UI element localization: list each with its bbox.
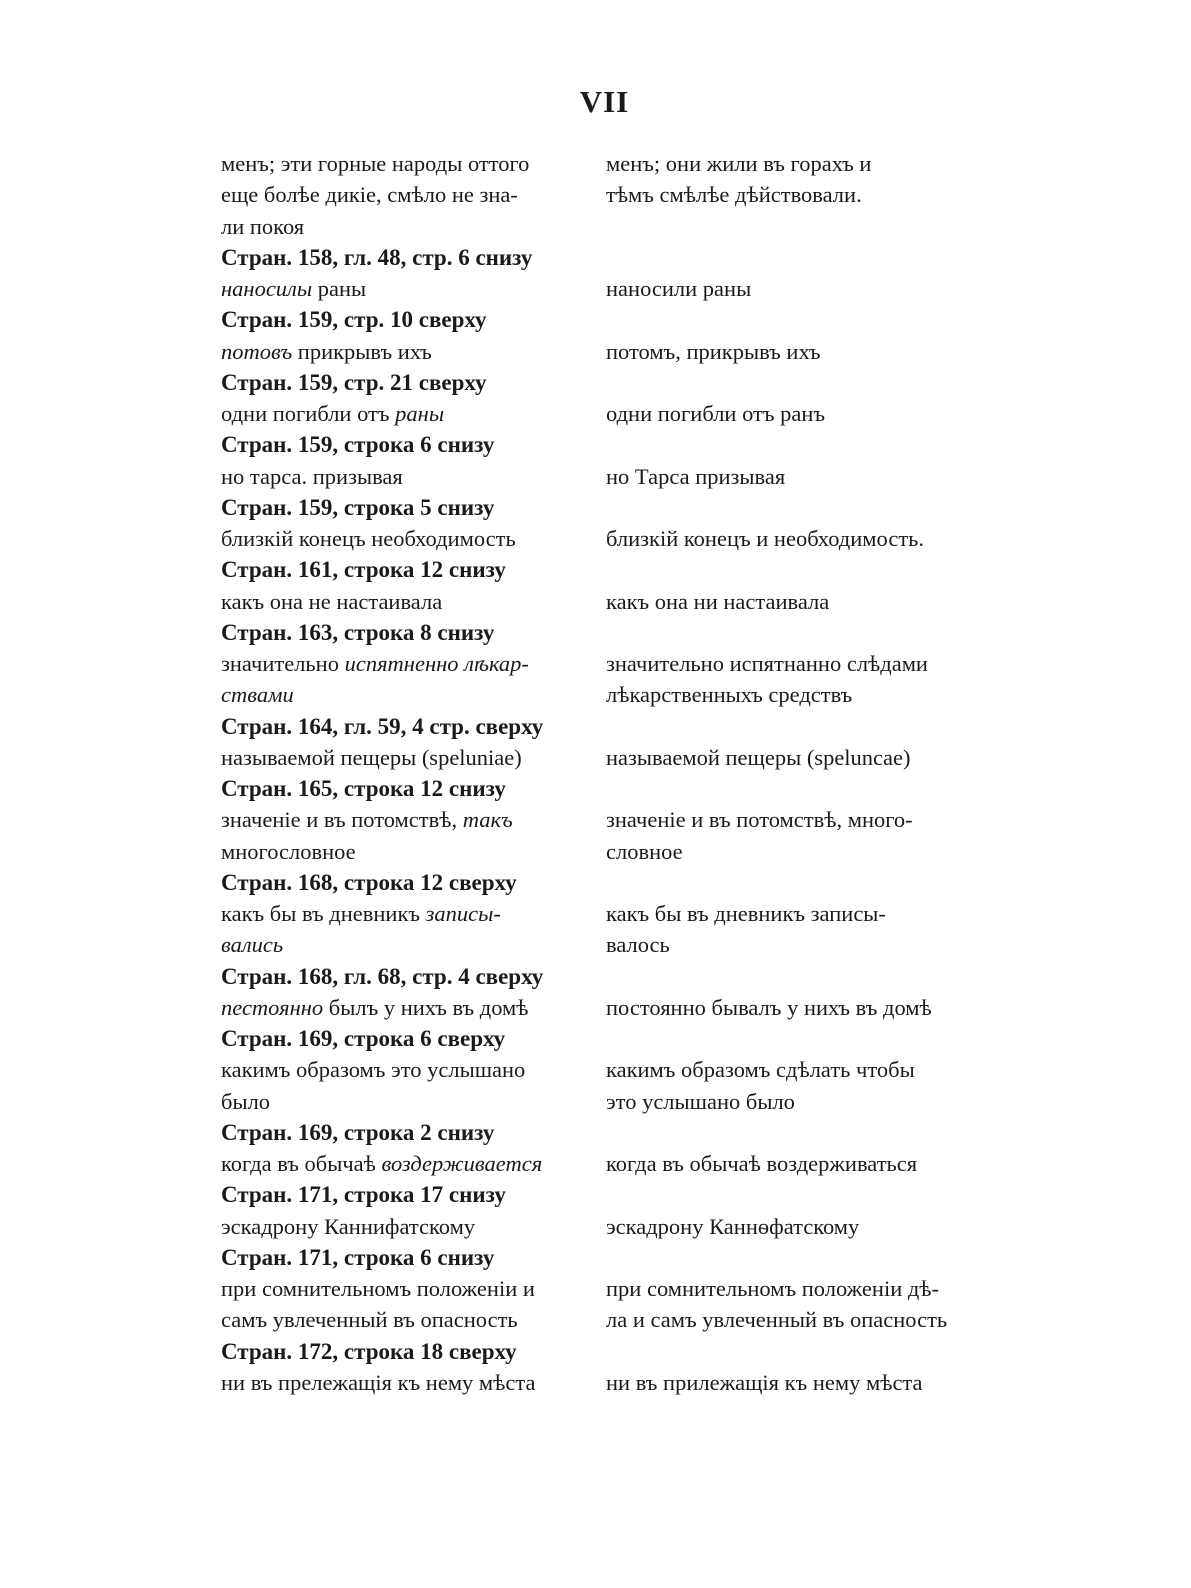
misprinted-text [221, 679, 593, 710]
errata-line [221, 679, 971, 710]
errata-location-line [221, 1117, 971, 1148]
location-reference [221, 1179, 593, 1210]
text-segment: какимъ образомъ это услышано [221, 1057, 526, 1083]
italic-text-segment: воздерживается [381, 1151, 543, 1176]
italic-text-segment: вались [221, 932, 284, 958]
errata-location-line [221, 492, 971, 523]
misprinted-text [221, 586, 593, 617]
misprinted-text [221, 148, 593, 179]
text-segment: близкій конецъ необходимость [221, 526, 516, 551]
text-segment: постоянно бывалъ у нихъ въ домѣ [606, 994, 932, 1020]
corrected-text [606, 1211, 976, 1242]
corrected-text [606, 336, 976, 367]
corrected-text [606, 1304, 976, 1335]
corrected-text [606, 648, 976, 679]
location-reference [221, 367, 593, 398]
location-reference [221, 554, 593, 585]
text-segment: какъ бы въ дневникъ [221, 901, 426, 926]
misprinted-text [221, 211, 593, 242]
page-number: VII [579, 84, 630, 119]
misprinted-text [221, 836, 593, 867]
corrected-text [606, 836, 976, 867]
text-segment: Стран. 161, строка 12 снизу [221, 557, 506, 583]
location-reference [221, 867, 593, 898]
location-reference [221, 242, 593, 273]
errata-line [221, 586, 971, 617]
text-segment: когда въ обычаѣ воздерживаться [606, 1151, 918, 1176]
location-reference [221, 961, 593, 992]
text-segment: валось [606, 932, 670, 958]
errata-line [221, 273, 971, 304]
text-segment: Стран. 169, строка 2 снизу [221, 1119, 495, 1145]
text-segment: но Тарса призывая [606, 463, 786, 489]
location-reference [221, 429, 593, 460]
errata-line [221, 1211, 971, 1242]
errata-line [221, 992, 971, 1023]
misprinted-text [221, 461, 593, 492]
errata-list [221, 148, 971, 1398]
errata-location-line [221, 1242, 971, 1273]
text-segment: при сомнительномъ положеніи дѣ- [606, 1276, 940, 1301]
corrected-text [606, 992, 976, 1023]
corrected-text [606, 1367, 976, 1398]
corrected-text [606, 273, 976, 304]
misprinted-text [221, 398, 593, 429]
misprinted-text [221, 1211, 593, 1242]
errata-location-line [221, 867, 971, 898]
text-segment: это услышано было [606, 1088, 795, 1114]
corrected-text [606, 929, 976, 960]
text-segment: близкій конецъ и необходимость. [606, 526, 925, 551]
location-reference [221, 1023, 593, 1054]
text-segment: тѣмъ смѣлѣе дѣйствовали. [606, 182, 862, 208]
errata-location-line [221, 304, 971, 335]
text-segment: значительно испятнанно слѣдами [606, 651, 928, 676]
errata-line [221, 148, 971, 179]
text-segment: Стран. 159, стр. 21 сверху [221, 369, 487, 395]
text-segment: какимъ образомъ сдѣлать чтобы [606, 1057, 915, 1083]
location-reference [221, 773, 593, 804]
misprinted-text [221, 1148, 593, 1179]
text-segment: но тарса. призывая [221, 463, 403, 489]
location-reference [221, 1336, 593, 1367]
errata-line [221, 836, 971, 867]
errata-line [221, 1086, 971, 1117]
corrected-text [606, 898, 976, 929]
errata-location-line [221, 429, 971, 460]
text-segment: значительно [221, 651, 345, 676]
text-segment: ли покоя [221, 213, 305, 239]
errata-location-line [221, 1179, 971, 1210]
text-segment: лѣкарственныхъ средствъ [606, 682, 853, 708]
errata-line [221, 1304, 971, 1335]
errata-location-line [221, 367, 971, 398]
text-segment: какъ она ни настаивала [606, 588, 830, 614]
text-segment: еще болѣе дикіе, смѣло не зна- [221, 182, 518, 208]
text-segment: значеніе и въ потомствѣ, [221, 807, 463, 833]
text-segment: Стран. 159, строка 6 снизу [221, 432, 495, 458]
text-segment: называемой пещеры (speluncae) [606, 744, 911, 770]
corrected-text [606, 1148, 976, 1179]
italic-text-segment: пестоянно [221, 994, 324, 1020]
italic-text-segment: записы- [425, 901, 501, 926]
text-segment: Стран. 168, гл. 68, стр. 4 сверху [221, 963, 544, 989]
italic-text-segment: раны [395, 401, 445, 426]
text-segment: Стран. 163, строка 8 снизу [221, 619, 495, 645]
text-segment: одни погибли отъ ранъ [606, 401, 826, 426]
corrected-text [606, 1054, 976, 1085]
errata-line [221, 1273, 971, 1304]
location-reference [221, 617, 593, 648]
location-reference [221, 492, 593, 523]
corrected-text [606, 148, 976, 179]
text-segment: значеніе и въ потомствѣ, много- [606, 807, 913, 833]
corrected-text [606, 179, 976, 210]
text-segment: при сомнительномъ положеніи и [221, 1276, 535, 1301]
text-segment: эскадрону Каннѳфатскому [606, 1213, 860, 1239]
misprinted-text [221, 804, 593, 835]
text-segment: Стран. 171, строка 17 снизу [221, 1182, 506, 1208]
errata-location-line [221, 1023, 971, 1054]
errata-line [221, 179, 971, 210]
location-reference [221, 1242, 593, 1273]
location-reference [221, 1117, 593, 1148]
errata-location-line [221, 242, 971, 273]
errata-line [221, 211, 971, 242]
text-segment: какъ она не настаивала [221, 588, 443, 614]
text-segment: Стран. 169, строка 6 сверху [221, 1026, 506, 1051]
corrected-text [606, 804, 976, 835]
italic-text-segment: ствами [221, 682, 294, 708]
misprinted-text [221, 742, 593, 773]
text-segment: потомъ, прикрывъ ихъ [606, 338, 821, 364]
corrected-text [606, 1273, 976, 1304]
text-segment: ла и самъ увлеченный въ опасность [606, 1307, 948, 1333]
text-segment: одни погибли отъ [221, 401, 396, 426]
corrected-text [606, 523, 976, 554]
text-segment: раны [312, 276, 367, 301]
corrected-text [606, 679, 976, 710]
text-segment: Стран. 171, строка 6 снизу [221, 1244, 495, 1270]
text-segment: наносили раны [606, 276, 752, 301]
errata-line [221, 742, 971, 773]
text-segment: Стран. 159, строка 5 снизу [221, 494, 495, 520]
misprinted-text [221, 992, 593, 1023]
errata-line [221, 1367, 971, 1398]
text-segment: было [221, 1088, 271, 1114]
errata-location-line [221, 1336, 971, 1367]
corrected-text [606, 398, 976, 429]
errata-line [221, 1148, 971, 1179]
text-segment: Стран. 165, строка 12 снизу [221, 776, 506, 801]
corrected-text [606, 1086, 976, 1117]
misprinted-text [221, 1273, 593, 1304]
errata-location-line [221, 617, 971, 648]
italic-text-segment: потовъ [221, 338, 293, 364]
errata-location-line [221, 773, 971, 804]
text-segment: когда въ обычаѣ [221, 1151, 382, 1176]
errata-location-line [221, 554, 971, 585]
errata-line [221, 648, 971, 679]
text-segment: самъ увлеченный въ опасность [221, 1307, 518, 1333]
text-segment: менъ; они жили въ горахъ и [606, 151, 872, 176]
corrected-text [606, 742, 976, 773]
errata-line [221, 336, 971, 367]
misprinted-text [221, 336, 593, 367]
errata-line [221, 461, 971, 492]
italic-text-segment: испятненно лѣкар- [344, 651, 529, 676]
misprinted-text [221, 1054, 593, 1085]
italic-text-segment: наносилы [221, 276, 313, 301]
misprinted-text [221, 898, 593, 929]
text-segment: эскадрону Каннифатскому [221, 1213, 476, 1239]
text-segment: Стран. 168, строка 12 сверху [221, 869, 517, 895]
errata-location-line [221, 961, 971, 992]
errata-location-line [221, 711, 971, 742]
location-reference [221, 304, 593, 335]
misprinted-text [221, 1367, 593, 1398]
text-segment: многословное [221, 838, 356, 864]
text-segment: Стран. 172, строка 18 сверху [221, 1338, 517, 1364]
errata-line [221, 929, 971, 960]
text-segment: ни въ прилежащія къ нему мѣста [606, 1369, 923, 1395]
errata-line [221, 398, 971, 429]
text-segment: называемой пещеры (speluniae) [221, 744, 522, 770]
text-segment: какъ бы въ дневникъ записы- [606, 901, 886, 926]
errata-line [221, 1054, 971, 1085]
location-reference [221, 711, 593, 742]
text-segment: Стран. 159, стр. 10 сверху [221, 307, 487, 333]
misprinted-text [221, 648, 593, 679]
text-segment: ни въ прележащія къ нему мѣста [221, 1369, 536, 1395]
errata-line [221, 898, 971, 929]
errata-line [221, 804, 971, 835]
text-segment: словное [606, 838, 683, 864]
italic-text-segment: такъ [462, 807, 513, 833]
text-segment: Стран. 158, гл. 48, стр. 6 снизу [221, 244, 533, 270]
errata-line [221, 523, 971, 554]
misprinted-text [221, 523, 593, 554]
text-segment: прикрывъ ихъ [292, 338, 432, 364]
misprinted-text [221, 929, 593, 960]
corrected-text [606, 586, 976, 617]
misprinted-text [221, 179, 593, 210]
misprinted-text [221, 1304, 593, 1335]
text-segment: былъ у нихъ въ домѣ [323, 994, 529, 1020]
text-segment: Стран. 164, гл. 59, 4 стр. сверху [221, 713, 544, 739]
corrected-text [606, 461, 976, 492]
misprinted-text [221, 1086, 593, 1117]
misprinted-text [221, 273, 593, 304]
text-segment: менъ; эти горные народы оттого [221, 151, 530, 176]
